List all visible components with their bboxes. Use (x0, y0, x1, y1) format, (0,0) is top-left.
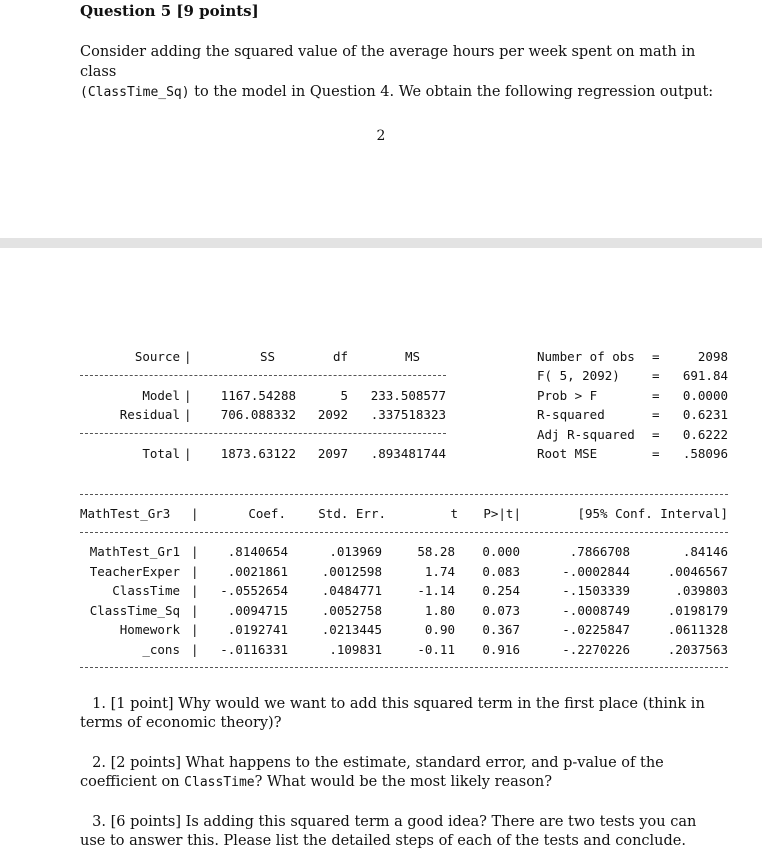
coef-p: 0.073 (482, 603, 520, 618)
coef-depvar: MathTest_Gr3 (80, 506, 171, 521)
coef-se: .013969 (329, 544, 382, 559)
coef-value: .0192741 (227, 622, 288, 637)
intro-line-1: Consider adding the squared value of the average hours per week spent on math in class (80, 44, 696, 80)
coef-sep: | (191, 642, 199, 657)
fit-stat-eq: = (652, 368, 660, 383)
coef-rule-mid (80, 532, 728, 533)
coef-var: _cons (142, 642, 180, 657)
anova-source: Residual (119, 407, 180, 422)
anova-ms: .337518323 (370, 407, 446, 422)
anova-header-source: Source (134, 349, 180, 364)
coef-t: 1.80 (424, 603, 455, 618)
coef-ci-high: .0198179 (667, 603, 728, 618)
coef-p: 0.000 (482, 544, 520, 559)
fit-stat-value: 0.6222 (682, 427, 728, 442)
coef-rule-top (80, 494, 728, 495)
coef-sep: | (191, 506, 199, 521)
coef-ci-high: .84146 (682, 544, 728, 559)
anova-header-ss: SS (259, 349, 275, 364)
coef-sep: | (191, 564, 199, 579)
sub-question-points: [6 points] (110, 814, 182, 830)
anova-sep: | (184, 388, 192, 403)
coef-ci-high: .2037563 (667, 642, 728, 657)
sub-question-points: [1 point] (110, 696, 174, 712)
coef-se: .0012598 (321, 564, 382, 579)
question-intro (80, 42, 730, 103)
coef-ci-high: .0611328 (667, 622, 728, 637)
coef-value: -.0116331 (220, 642, 288, 657)
coef-ci-high: .039803 (675, 583, 728, 598)
coef-sep: | (191, 603, 199, 618)
sub-question-3 (80, 813, 720, 851)
anova-df: 2097 (317, 446, 348, 461)
coef-ci-high: .0046567 (667, 564, 728, 579)
intro-line-2: to the model in Question 4. We obtain the following regression output: (189, 84, 714, 100)
coef-value: -.0552654 (220, 583, 288, 598)
coef-header-p: P>|t| (483, 506, 521, 521)
coef-ci-low: -.2270226 (562, 642, 630, 657)
fit-stat-eq: = (652, 427, 660, 442)
anova-sep: | (184, 446, 192, 461)
anova-source: Model (142, 388, 180, 403)
sub-question-points: [2 points] (110, 755, 182, 771)
anova-ss: 706.088332 (220, 407, 296, 422)
fit-stat-eq: = (652, 407, 660, 422)
coef-var: ClassTime (112, 583, 180, 598)
sub-question-text: Is adding this squared term a good idea? There are two tests you can use to answer this. Please list the detailed steps of each of the tests and conclude. (80, 814, 697, 849)
sub-question-1 (80, 695, 720, 733)
coef-ci-low: .7866708 (569, 544, 630, 559)
coef-var: MathTest_Gr1 (89, 544, 180, 559)
coef-ci-low: -.0008749 (562, 603, 630, 618)
coef-rule-bottom (80, 667, 728, 668)
coef-p: 0.083 (482, 564, 520, 579)
coef-se: .0484771 (321, 583, 382, 598)
coef-var: Homework (119, 622, 180, 637)
anova-df: 2092 (317, 407, 348, 422)
fit-stat-value: 0.6231 (682, 407, 728, 422)
sub-question-text: Why would we want to add this squared term in the first place (think in terms of economic theory)? (80, 696, 705, 731)
coef-header-coef: Coef. (248, 506, 286, 521)
fit-stat-value: 691.84 (682, 368, 728, 383)
fit-stat-eq: = (652, 446, 660, 461)
coef-value: .0094715 (227, 603, 288, 618)
anova-rule (80, 433, 446, 434)
coef-var: TeacherExper (89, 564, 180, 579)
question-heading: Question 5 [9 points] (80, 2, 259, 20)
fit-stat-eq: = (652, 388, 660, 403)
sub-question-text-end: ? What would be the most likely reason? (254, 774, 553, 790)
coef-sep: | (191, 583, 199, 598)
fit-stat-label: R-squared (537, 407, 605, 422)
coef-ci-low: -.0002844 (562, 564, 630, 579)
coef-t: -0.11 (417, 642, 455, 657)
coef-value: .0021861 (227, 564, 288, 579)
coef-var: ClassTime_Sq (89, 603, 180, 618)
page-divider (0, 238, 762, 248)
fit-stat-label: Root MSE (537, 446, 598, 461)
intro-variable: (ClassTime_Sq) (80, 85, 190, 100)
fit-stat-value: .58096 (682, 446, 728, 461)
coef-t: -1.14 (417, 583, 455, 598)
fit-stat-label: F( 5, 2092) (537, 368, 620, 383)
coef-p: 0.254 (482, 583, 520, 598)
anova-sep: | (184, 407, 192, 422)
anova-ms: 233.508577 (370, 388, 446, 403)
anova-header-df: df (332, 349, 348, 364)
sub-question-text: What happens to the estimate, standard error, and p-value of the coefficient on (80, 755, 664, 790)
sub-question-number: 2. (92, 755, 106, 771)
anova-ss: 1167.54288 (220, 388, 296, 403)
coef-ci-low: -.0225847 (562, 622, 630, 637)
anova-source: Total (142, 446, 180, 461)
fit-stat-value: 2098 (697, 349, 728, 364)
fit-stat-value: 0.0000 (682, 388, 728, 403)
anova-sep: | (184, 349, 192, 364)
sub-question-2 (80, 754, 720, 792)
coef-t: 58.28 (417, 544, 455, 559)
coef-se: .0052758 (321, 603, 382, 618)
page-number: 2 (376, 128, 386, 144)
anova-header-ms: MS (404, 349, 420, 364)
anova-ms: .893481744 (370, 446, 446, 461)
coef-header-t: t (450, 506, 458, 521)
coef-header-ci: [95% Conf. Interval] (577, 506, 728, 521)
sub-question-number: 1. (92, 696, 106, 712)
sub-question-number: 3. (92, 814, 106, 830)
anova-ss: 1873.63122 (220, 446, 296, 461)
coef-ci-low: -.1503339 (562, 583, 630, 598)
coef-se: .109831 (329, 642, 382, 657)
coef-value: .8140654 (227, 544, 288, 559)
coef-sep: | (191, 622, 199, 637)
anova-df: 5 (340, 388, 348, 403)
coef-t: 1.74 (424, 564, 455, 579)
coef-se: .0213445 (321, 622, 382, 637)
coef-header-se: Std. Err. (318, 506, 386, 521)
fit-stat-label: Adj R-squared (537, 427, 635, 442)
fit-stat-label: Number of obs (537, 349, 635, 364)
coef-t: 0.90 (424, 622, 455, 637)
coef-sep: | (191, 544, 199, 559)
anova-rule (80, 375, 446, 376)
coef-p: 0.367 (482, 622, 520, 637)
fit-stat-label: Prob > F (537, 388, 598, 403)
fit-stat-eq: = (652, 349, 660, 364)
coef-p: 0.916 (482, 642, 520, 657)
sub-question-variable: ClassTime (184, 775, 255, 790)
